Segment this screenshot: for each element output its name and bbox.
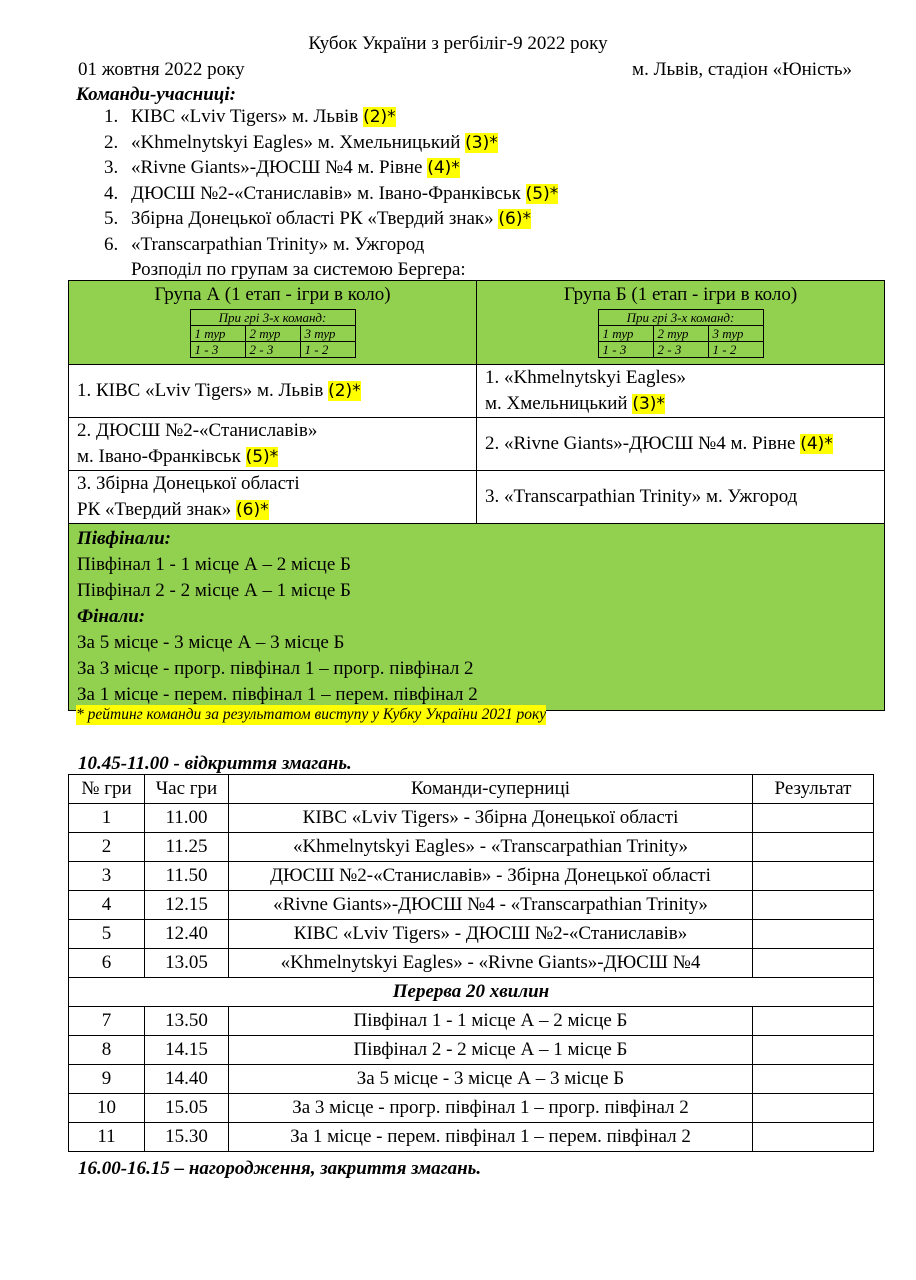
- group-a-team-1: 1. КІВС «Lviv Tigers» м. Львів (2)*: [69, 365, 477, 418]
- participant-item: 3. «Rivne Giants»-ДЮСШ №4 м. Рівне (4)*: [104, 157, 460, 178]
- participant-item: 4. ДЮСШ №2-«Станиславів» м. Івано-Франківськ (5)*: [104, 182, 559, 204]
- finals-heading: Фінали:: [77, 606, 146, 627]
- group-a-team-2: 2. ДЮСШ №2-«Станиславів» м. Івано-Франківськ (5)*: [69, 418, 477, 471]
- table-row: 7 13.50 Півфінал 1 - 1 місце А – 2 місце Б: [69, 1007, 874, 1036]
- col-header-time: Час гри: [145, 775, 229, 804]
- participants-heading: Команди-учасниці:: [76, 84, 236, 105]
- table-row: 3 11.50 ДЮСШ №2-«Станиславів» - Збірна Донецької області: [69, 862, 874, 891]
- rating-badge: (3)*: [632, 394, 665, 414]
- table-row: 4 12.15 «Rivne Giants»-ДЮСШ №4 - «Transcarpathian Trinity»: [69, 891, 874, 920]
- groups-intro: Розподіл по групам за системою Бергера:: [131, 259, 466, 280]
- team-name: КІВС «Lviv Tigers» м. Львів: [131, 106, 364, 127]
- result-cell: [753, 804, 874, 833]
- table-row: 2 11.25 «Khmelnytskyi Eagles» - «Transcarpathian Trinity»: [69, 833, 874, 862]
- result-cell: [753, 1094, 874, 1123]
- closing-ceremony: 16.00-16.15 – нагородження, закриття змагань.: [78, 1158, 482, 1179]
- group-b-team-1: 1. «Khmelnytskyi Eagles» м. Хмельницький (3)*: [477, 365, 885, 418]
- group-b-team-3: 3. «Transcarpathian Trinity» м. Ужгород: [477, 471, 885, 524]
- table-row: 8 14.15 Півфінал 2 - 2 місце А – 1 місце Б: [69, 1036, 874, 1065]
- document-title: Кубок України з регбіліг-9 2022 року: [308, 33, 608, 54]
- participant-item: 6. «Transcarpathian Trinity» м. Ужгород: [104, 233, 425, 255]
- result-cell: [753, 862, 874, 891]
- participant-item: 2. «Khmelnytskyi Eagles» м. Хмельницький (3)*: [104, 131, 498, 153]
- col-header-result: Результат: [753, 775, 874, 804]
- result-cell: [753, 949, 874, 978]
- result-cell: [753, 833, 874, 862]
- result-cell: [753, 920, 874, 949]
- team-name: «Rivne Giants»-ДЮСШ №4 м. Рівне: [131, 157, 428, 178]
- participants-list: [104, 104, 558, 283]
- opening-ceremony: 10.45-11.00 - відкриття змагань.: [78, 753, 352, 774]
- result-cell: [753, 1065, 874, 1094]
- team-name: «Khmelnytskyi Eagles» м. Хмельницький: [131, 131, 466, 153]
- rating-badge: (3)*: [465, 132, 498, 153]
- round-robin-table: При грі 3-х команд: 1 тур 2 тур 3 тур 1 - 3 2 - 3 1 - 2: [598, 309, 764, 358]
- table-row: 1 11.00 КІВС «Lviv Tigers» - Збірна Донецької області: [69, 804, 874, 833]
- participant-item: 1. КІВС «Lviv Tigers» м. Львів (2)*: [104, 106, 396, 127]
- schedule-header-row: [69, 775, 874, 804]
- round-robin-table: При грі 3-х команд: 1 тур 2 тур 3 тур 1 - 3 2 - 3 1 - 2: [190, 309, 356, 358]
- rating-footnote: * рейтинг команди за результатом виступу у Кубку України 2021 року: [76, 706, 547, 723]
- team-name: Збірна Донецької області РК «Твердий знак»: [131, 208, 499, 229]
- rating-badge: (6)*: [498, 209, 532, 229]
- semifinal-2: Півфінал 2 - 2 місце А – 1 місце Б: [77, 580, 351, 601]
- group-a-title: Група А (1 етап - ігри в коло): [154, 284, 391, 305]
- group-b-header: [477, 281, 885, 365]
- col-header-game-no: № гри: [69, 775, 145, 804]
- table-row: 6 13.05 «Khmelnytskyi Eagles» - «Rivne Giants»-ДЮСШ №4: [69, 949, 874, 978]
- semifinals-heading: Півфінали:: [77, 528, 171, 549]
- group-b-team-2: 2. «Rivne Giants»-ДЮСШ №4 м. Рівне (4)*: [477, 418, 885, 471]
- groups-table: [68, 280, 885, 711]
- rating-badge: (4)*: [427, 158, 460, 178]
- result-cell: [753, 1007, 874, 1036]
- event-venue: м. Львів, стадіон «Юність»: [632, 59, 852, 80]
- rating-badge: (4)*: [800, 434, 833, 454]
- table-row: 9 14.40 За 5 місце - 3 місце А – 3 місце Б: [69, 1065, 874, 1094]
- rating-badge: (2)*: [328, 381, 361, 401]
- semifinal-1: Півфінал 1 - 1 місце А – 2 місце Б: [77, 554, 351, 575]
- event-date: 01 жовтня 2022 року: [78, 59, 245, 80]
- result-cell: [753, 1123, 874, 1152]
- playoffs-block: [69, 524, 885, 711]
- result-cell: [753, 891, 874, 920]
- team-name: «Transcarpathian Trinity» м. Ужгород: [131, 233, 425, 255]
- break-row: Перерва 20 хвилин: [69, 978, 874, 1007]
- table-row: 5 12.40 КІВС «Lviv Tigers» - ДЮСШ №2-«Станиславів»: [69, 920, 874, 949]
- final-3rd: За 3 місце - прогр. півфінал 1 – прогр. півфінал 2: [77, 658, 474, 679]
- rating-badge: (5)*: [245, 447, 279, 467]
- participant-item: 5. Збірна Донецької області РК «Твердий знак» (6)*: [104, 208, 532, 229]
- rating-badge: (6)*: [236, 500, 269, 520]
- rating-badge: (2)*: [363, 107, 396, 127]
- final-1st: За 1 місце - перем. півфінал 1 – перем. півфінал 2: [77, 684, 478, 705]
- result-cell: [753, 1036, 874, 1065]
- final-5th: За 5 місце - 3 місце А – 3 місце Б: [77, 632, 345, 653]
- schedule-table: [68, 774, 874, 1152]
- table-row: 11 15.30 За 1 місце - перем. півфінал 1 – перем. півфінал 2: [69, 1123, 874, 1152]
- group-a-team-3: 3. Збірна Донецької області РК «Твердий знак» (6)*: [69, 471, 477, 524]
- rating-badge: (5)*: [525, 183, 559, 204]
- team-name: ДЮСШ №2-«Станиславів» м. Івано-Франківськ: [131, 182, 526, 204]
- col-header-teams: Команди-суперниці: [229, 775, 753, 804]
- table-row: 10 15.05 За 3 місце - прогр. півфінал 1 – прогр. півфінал 2: [69, 1094, 874, 1123]
- group-b-title: Група Б (1 етап - ігри в коло): [563, 284, 798, 305]
- group-a-header: [69, 281, 477, 365]
